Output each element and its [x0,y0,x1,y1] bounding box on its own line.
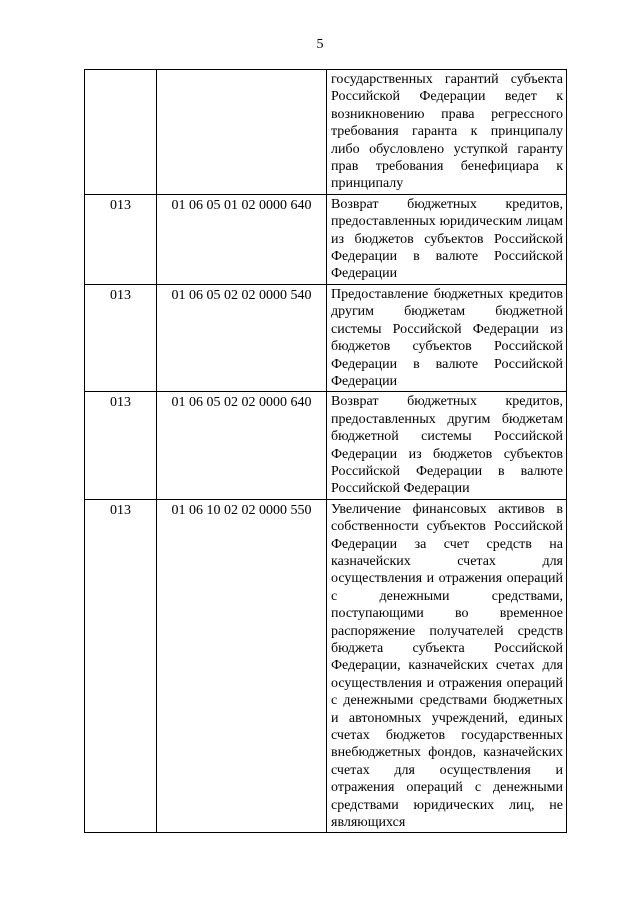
description-cell: Возврат бюджетных кредитов, предоставленных юридическим лицам из бюджетов субъектов Российской Федерации в валюте Российской Федерации [327,194,567,284]
budget-code-cell: 01 06 05 02 02 0000 640 [157,392,327,499]
budget-code-cell: 01 06 10 02 02 0000 550 [157,499,327,833]
budget-codes-table [84,69,567,833]
table-row [85,392,567,499]
admin-code-cell: 013 [85,392,157,499]
admin-code-cell: 013 [85,499,157,833]
admin-code-cell [85,70,157,195]
admin-code-cell: 013 [85,284,157,391]
description-cell: государственных гарантий субъекта Российской Федерации ведет к возникновению права регрессного требования гаранта к принципалу либо обусловлено уступкой гаранту прав требования бенефициара к принципалу [327,70,567,195]
budget-code-cell [157,70,327,195]
budget-code-cell: 01 06 05 01 02 0000 640 [157,194,327,284]
description-cell: Увеличение финансовых активов в собственности субъектов Российской Федерации за счет средств на казначейских счетах для осуществления и отражения операций с денежными средствами, поступающими во временное распоряжение получателей средств бюджета субъекта Российской Федерации, казначейских счетах для осуществления и отражения операций с денежными средствами бюджетных и автономных учреждений, единых счетах бюджетов государственных внебюджетных фондов, казначейских счетах для осуществления и отражения операций с денежными средствами юридических лиц, не являющихся [327,499,567,833]
admin-code-cell: 013 [85,194,157,284]
table-row [85,499,567,833]
table-row [85,194,567,284]
table-row [85,70,567,195]
description-cell: Предоставление бюджетных кредитов другим бюджетам бюджетной системы Российской Федерации из бюджетов субъектов Российской Федерации в валюте Российской Федерации [327,284,567,391]
budget-code-cell: 01 06 05 02 02 0000 540 [157,284,327,391]
table-row [85,284,567,391]
description-cell: Возврат бюджетных кредитов, предоставленных другим бюджетам бюджетной системы Российской Федерации из бюджетов субъектов Российской Федерации в валюте Российской Федерации [327,392,567,499]
page-number: 5 [316,37,324,52]
